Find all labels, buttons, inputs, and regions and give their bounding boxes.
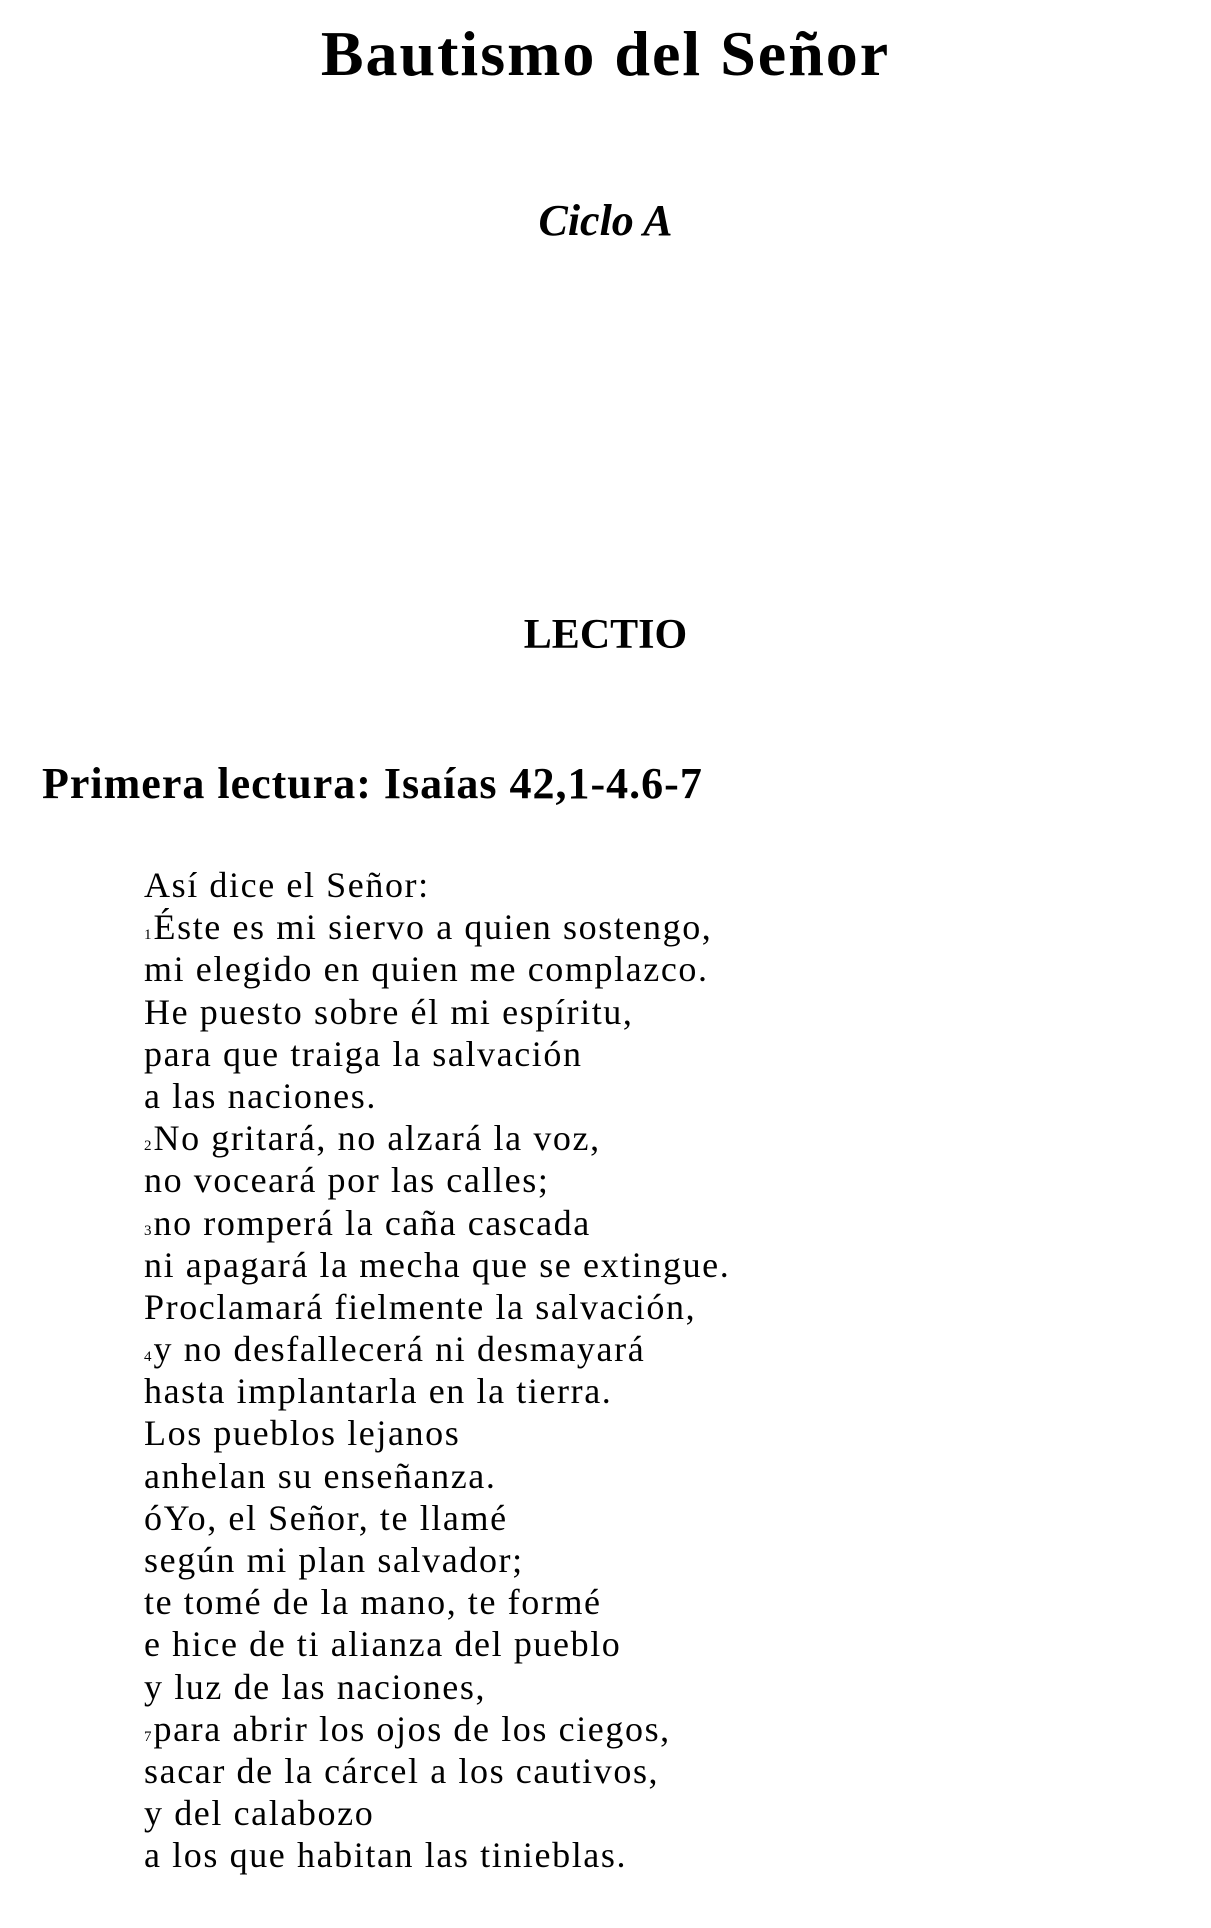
verse-text: según mi plan salvador;: [144, 1540, 524, 1580]
verse-number: 3: [144, 1222, 152, 1239]
verse-line: [144, 1792, 730, 1834]
verse-text: He puesto sobre él mi espíritu,: [144, 991, 634, 1032]
cycle-subtitle: Ciclo A: [538, 196, 673, 245]
verse-text: mi elegido en quien me complazco.: [144, 949, 709, 990]
verse-line: [144, 906, 730, 948]
verse-text: sacar de la cárcel a los cautivos,: [144, 1750, 660, 1791]
verse-line: [144, 1497, 730, 1539]
verse-line: [144, 1834, 730, 1876]
verse-line: [144, 1075, 730, 1117]
verse-line: [144, 1623, 730, 1665]
verse-text: te tomé de la mano, te formé: [144, 1582, 602, 1623]
verse-line: [144, 1666, 730, 1708]
verse-text: y no desfallecerá ni desmayará: [153, 1329, 646, 1370]
verse-line: [144, 1581, 730, 1623]
verse-line: [144, 1159, 730, 1201]
verse-text: para abrir los ojos de los ciegos,: [153, 1708, 671, 1749]
verse-line: [144, 948, 730, 990]
verse-text: a los que habitan las tinieblas.: [144, 1835, 628, 1876]
verse-text: Proclamará fielmente la salvación,: [144, 1286, 697, 1327]
verse-line: [144, 1455, 730, 1497]
verse-text: óYo, el Señor, te llamé: [144, 1497, 508, 1538]
verse-text: No gritará, no alzará la voz,: [153, 1118, 601, 1159]
verse-line: [144, 1370, 730, 1412]
verse-line: [144, 1117, 730, 1159]
verse-line: [144, 991, 730, 1033]
reading-heading: Primera lectura: Isaías 42,1-4.6-7: [42, 759, 703, 808]
verse-line: [144, 1286, 730, 1328]
verse-text: e hice de ti alianza del pueblo: [144, 1624, 622, 1665]
verse-text: para que traiga la salvación: [144, 1033, 583, 1074]
verse-line: [144, 864, 730, 906]
verse-text: no romperá la caña cascada: [153, 1202, 591, 1243]
verse-text: a las naciones.: [144, 1075, 377, 1116]
verse-text: ni apagará la mecha que se extingue.: [144, 1244, 731, 1285]
verse-line: [144, 1244, 730, 1286]
verse-line: [144, 1750, 730, 1792]
verse-text: Éste es mi siervo a quien sostengo,: [153, 907, 713, 948]
verse-line: [144, 1033, 730, 1075]
verse-number: 2: [144, 1138, 152, 1155]
verse-line: [144, 1708, 730, 1750]
verse-text: no voceará por las calles;: [144, 1160, 550, 1201]
verse-text: anhelan su enseñanza.: [144, 1455, 497, 1496]
verse-line: [144, 1202, 730, 1244]
verse-text: hasta implantarla en la tierra.: [144, 1371, 613, 1412]
verse-list: [144, 864, 730, 1877]
verse-number: 7: [144, 1728, 152, 1745]
verse-number: 1: [144, 927, 152, 944]
verse-line: [144, 1539, 730, 1581]
section-heading-lectio: LECTIO: [523, 612, 688, 658]
page-title: Bautismo del Señor: [320, 18, 891, 89]
verse-number: 4: [144, 1349, 152, 1366]
verse-line: [144, 1412, 730, 1454]
verse-line: [144, 1328, 730, 1370]
verse-text: y del calabozo: [144, 1793, 375, 1834]
verse-text: y luz de las naciones,: [144, 1666, 487, 1707]
verse-text: Así dice el Señor:: [144, 865, 430, 905]
verse-text: Los pueblos lejanos: [144, 1413, 461, 1454]
